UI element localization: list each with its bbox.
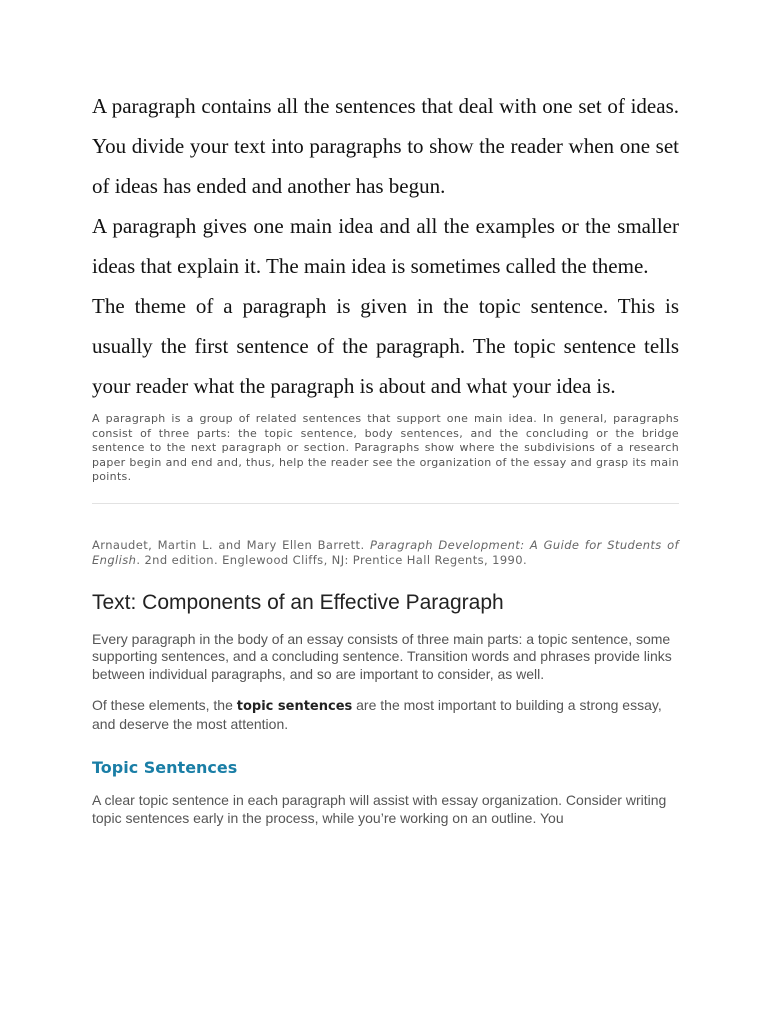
document-page <box>92 86 679 827</box>
citation <box>92 538 679 569</box>
citation-details: . 2nd edition. Englewood Cliffs, NJ: Prentice Hall Regents, 1990. <box>136 553 528 567</box>
citation-authors: Arnaudet, Martin L. and Mary Ellen Barrett. <box>92 537 365 552</box>
section-paragraph-1: Every paragraph in the body of an essay consists of three main parts: a topic sentence, some supporting sentences, and a concluding sentence. Transition words and phrases provide links between individual paragraphs, and so are important to consider, as well. <box>92 630 672 682</box>
section-paragraph-2 <box>92 697 679 733</box>
serif-paragraph-1: A paragraph contains all the sentences that deal with one set of ideas. You divide your text into paragraphs to show the reader when one set of ideas has ended and another has begun. <box>92 94 679 198</box>
serif-paragraph-3: The theme of a paragraph is given in the topic sentence. This is usually the first sentence of the paragraph. The topic sentence tells your reader what the paragraph is about and what your idea is. <box>92 294 679 398</box>
summary-paragraph: A paragraph is a group of related sentences that support one main idea. In general, paragraphs consist of three parts: the topic sentence, body sentences, and the concluding or the bridge sentence to the next paragraph or section. Paragraphs show where the subdivisions of a research paper begin and end and, thus, help the reader see the organization of the essay and grasp its main points. <box>92 412 679 483</box>
para2-bold: topic sentences <box>236 699 353 714</box>
subsection-paragraph: A clear topic sentence in each paragraph will assist with essay organization. Consider writing topic sentences early in the process, while you’re working on an outline. You <box>92 792 667 826</box>
citation-title: Paragraph Development: A Guide for Students of English <box>92 537 680 567</box>
serif-paragraph-2: A paragraph gives one main idea and all the examples or the smaller ideas that explain it. The main idea is sometimes called the theme. <box>92 214 679 278</box>
divider <box>92 503 679 504</box>
para2-before: Of these elements, the <box>92 697 237 713</box>
subsection-heading: Topic Sentences <box>92 758 238 777</box>
section-heading: Text: Components of an Effective Paragraph <box>92 590 504 614</box>
para2-after: are the most important to building a strong essay, and deserve the most attention. <box>92 697 662 732</box>
